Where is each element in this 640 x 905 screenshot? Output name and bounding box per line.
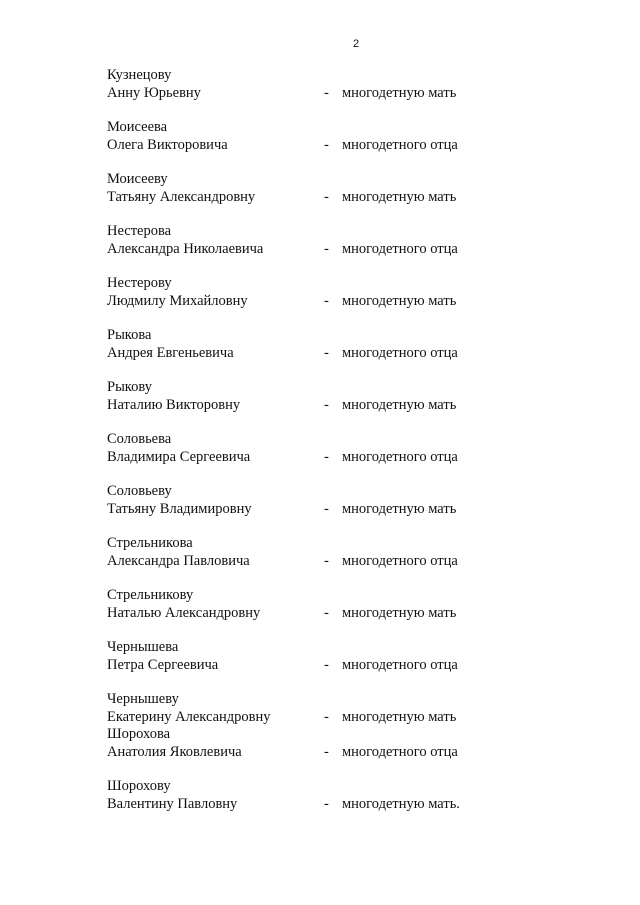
surname-line: [107, 171, 587, 189]
surname-line: [107, 778, 587, 796]
surname-line: [107, 119, 587, 137]
dash: -: [324, 240, 329, 257]
surname: Стрельникову: [107, 587, 194, 603]
given-name: Анатолия Яковлевича: [107, 743, 242, 760]
dash: -: [324, 795, 329, 812]
role: многодетную мать: [342, 292, 457, 309]
dash: -: [324, 708, 329, 725]
surname: Рыкову: [107, 379, 152, 395]
surname-line: [107, 691, 587, 709]
role: многодетного отца: [342, 743, 458, 760]
name-line: [107, 449, 587, 467]
surname: Моисееву: [107, 171, 168, 187]
surname-line: [107, 275, 587, 293]
list-item: [107, 587, 587, 622]
list-item: [107, 691, 587, 726]
list-item: [107, 275, 587, 310]
given-name: Владимира Сергеевича: [107, 448, 251, 465]
role: многодетного отца: [342, 136, 458, 153]
given-name: Александра Николаевича: [107, 240, 264, 257]
surname-line: [107, 223, 587, 241]
name-line: [107, 293, 587, 311]
name-line: [107, 397, 587, 415]
surname-line: [107, 587, 587, 605]
name-line: [107, 241, 587, 259]
surname: Шорохову: [107, 778, 171, 794]
surname-line: [107, 379, 587, 397]
role: многодетную мать: [342, 84, 457, 101]
given-name: Татьяну Александровну: [107, 188, 256, 205]
role: многодетную мать.: [342, 795, 460, 812]
role: многодетного отца: [342, 552, 458, 569]
page-number: 2: [352, 38, 360, 50]
surname: Соловьева: [107, 431, 172, 447]
name-line: [107, 189, 587, 207]
name-line: [107, 345, 587, 363]
dash: -: [324, 396, 329, 413]
role: многодетную мать: [342, 708, 457, 725]
dash: -: [324, 136, 329, 153]
name-line: [107, 501, 587, 519]
name-line: [107, 553, 587, 571]
role: многодетного отца: [342, 240, 458, 257]
list-item: [107, 639, 587, 674]
list-item: [107, 67, 587, 102]
given-name: Анну Юрьевну: [107, 84, 201, 101]
list-item: [107, 379, 587, 414]
name-line: [107, 744, 587, 762]
list-item: [107, 171, 587, 206]
surname: Кузнецову: [107, 67, 172, 83]
given-name: Екатерину Александровну: [107, 708, 271, 725]
surname-line: [107, 67, 587, 85]
given-name: Наталию Викторовну: [107, 396, 241, 413]
given-name: Наталью Александровну: [107, 604, 261, 621]
name-line: [107, 137, 587, 155]
name-line: [107, 709, 587, 727]
role: многодетную мать: [342, 500, 457, 517]
dash: -: [324, 344, 329, 361]
list-item: [107, 778, 587, 813]
role: многодетного отца: [342, 656, 458, 673]
given-name: Александра Павловича: [107, 552, 250, 569]
role: многодетного отца: [342, 344, 458, 361]
list-item: [107, 327, 587, 362]
given-name: Олега Викторовича: [107, 136, 228, 153]
given-name: Татьяну Владимировну: [107, 500, 252, 517]
surname: Нестерову: [107, 275, 172, 291]
role: многодетную мать: [342, 188, 457, 205]
dash: -: [324, 743, 329, 760]
list-item: [107, 483, 587, 518]
list-item: [107, 535, 587, 570]
given-name: Петра Сергеевича: [107, 656, 219, 673]
given-name: Людмилу Михайловну: [107, 292, 248, 309]
surname-line: [107, 327, 587, 345]
surname: Соловьеву: [107, 483, 172, 499]
name-line: [107, 85, 587, 103]
list-item: [107, 726, 587, 761]
dash: -: [324, 292, 329, 309]
surname-line: [107, 535, 587, 553]
entry-list: [107, 67, 587, 830]
role: многодетную мать: [342, 604, 457, 621]
surname: Шорохова: [107, 726, 171, 742]
surname: Чернышева: [107, 639, 179, 655]
name-line: [107, 796, 587, 814]
list-item: [107, 223, 587, 258]
list-item: [107, 119, 587, 154]
dash: -: [324, 448, 329, 465]
surname: Стрельникова: [107, 535, 193, 551]
surname-line: [107, 639, 587, 657]
surname: Моисеева: [107, 119, 168, 135]
surname: Чернышеву: [107, 691, 179, 707]
name-line: [107, 605, 587, 623]
given-name: Валентину Павловну: [107, 795, 238, 812]
dash: -: [324, 84, 329, 101]
name-line: [107, 657, 587, 675]
surname-line: [107, 431, 587, 449]
surname: Нестерова: [107, 223, 172, 239]
dash: -: [324, 500, 329, 517]
role: многодетного отца: [342, 448, 458, 465]
surname-line: [107, 483, 587, 501]
dash: -: [324, 656, 329, 673]
dash: -: [324, 604, 329, 621]
role: многодетную мать: [342, 396, 457, 413]
list-item: [107, 431, 587, 466]
surname: Рыкова: [107, 327, 152, 343]
given-name: Андрея Евгеньевича: [107, 344, 234, 361]
dash: -: [324, 188, 329, 205]
dash: -: [324, 552, 329, 569]
surname-line: [107, 726, 587, 744]
